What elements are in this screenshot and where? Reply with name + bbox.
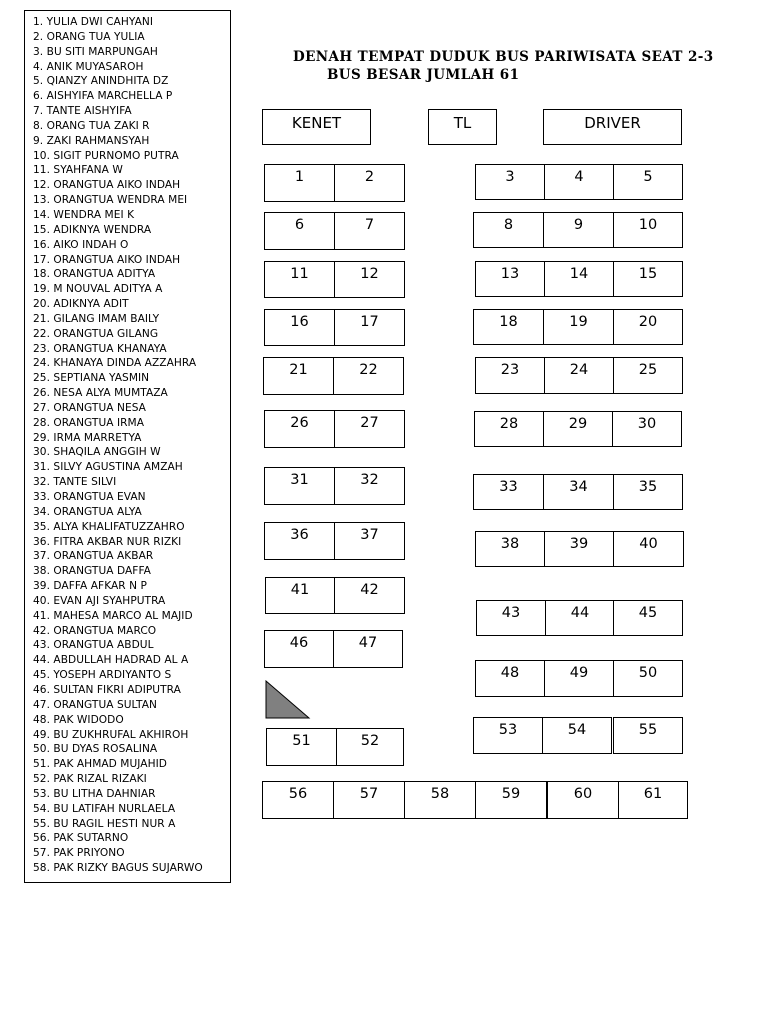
seat-box: [544, 164, 614, 200]
seat-number: 50: [638, 665, 658, 681]
seat-box: [544, 531, 614, 567]
passenger-list-item: 26. NESA ALYA MUMTAZA: [33, 387, 168, 400]
seat-number: 58: [430, 786, 450, 802]
seat-box: [334, 164, 405, 202]
seat-number: 19: [569, 314, 588, 330]
seat-box: [612, 411, 682, 447]
passenger-list-item: 17. ORANGTUA AIKO INDAH: [33, 253, 181, 266]
seat-box: [334, 212, 405, 250]
passenger-list-item: 29. IRMA MARRETYA: [33, 431, 142, 444]
seat-number: 17: [360, 314, 379, 330]
seat-number: 36: [290, 527, 309, 543]
seat-number: 59: [501, 786, 521, 802]
seat-box: [475, 531, 545, 567]
passenger-list-item: 58. PAK RIZKY BAGUS SUJARWO: [33, 862, 203, 875]
seat-box: [544, 357, 614, 394]
page-title: DENAH TEMPAT DUDUK BUS PARIWISATA SEAT 2-3: [293, 49, 714, 65]
seat-box: [264, 630, 334, 668]
passenger-list-item: 34. ORANGTUA ALYA: [33, 505, 142, 518]
seat-box: [334, 309, 405, 346]
seat-number: 57: [359, 786, 379, 802]
kenet-box-label: KENET: [291, 114, 342, 132]
seat-number: 56: [288, 786, 308, 802]
seat-box: [264, 467, 335, 505]
seat-box: [543, 474, 614, 510]
seat-box: [264, 410, 335, 448]
seat-box: [476, 600, 546, 636]
seat-number: 42: [360, 582, 379, 598]
passenger-list-item: 38. ORANGTUA DAFFA: [33, 565, 151, 578]
seat-number: 15: [638, 266, 658, 282]
passenger-list-item: 22. ORANGTUA GILANG: [33, 327, 159, 340]
seat-number: 40: [639, 536, 658, 552]
seat-box: [542, 717, 612, 754]
seat-box: [334, 467, 405, 505]
seat-box: [264, 309, 335, 346]
passenger-list-item: 21. GILANG IMAM BAILY: [33, 312, 160, 325]
passenger-list-item: 1. YULIA DWI CAHYANI: [33, 16, 154, 28]
passenger-list-item: 33. ORANGTUA EVAN: [33, 491, 146, 503]
seat-box: [333, 630, 403, 668]
seat-number: 13: [500, 266, 520, 282]
seat-box: [265, 577, 335, 614]
passenger-list-item: 15. ADIKNYA WENDRA: [33, 223, 152, 236]
passenger-list-item: 36. FITRA AKBAR NUR RIZKI: [33, 535, 182, 548]
passenger-list-item: 12. ORANGTUA AIKO INDAH: [33, 179, 181, 192]
seat-number: 44: [570, 605, 590, 621]
passenger-list-item: 47. ORANGTUA SULTAN: [33, 698, 158, 711]
passenger-list-item: 14. WENDRA MEI K: [33, 208, 135, 221]
seat-number: 25: [638, 362, 658, 378]
seat-number: 43: [501, 605, 521, 621]
passenger-list-item: 6. AISHYIFA MARCHELLA P: [33, 90, 173, 103]
passenger-list-item: 46. SULTAN FIKRI ADIPUTRA: [33, 683, 181, 696]
seat-box: [264, 212, 335, 250]
seat-number: 16: [290, 314, 309, 330]
seat-box: [264, 164, 335, 202]
seat-number: 52: [360, 733, 380, 749]
seat-box: [336, 728, 404, 766]
seat-number: 8: [503, 217, 514, 233]
passenger-list-item: 51. PAK AHMAD MUJAHID: [33, 758, 167, 771]
seat-number: 37: [360, 527, 379, 543]
seat-box: [473, 474, 544, 510]
seat-number: 38: [500, 536, 520, 552]
seat-number: 11: [290, 266, 309, 282]
passenger-list-item: 37. ORANGTUA AKBAR: [33, 550, 154, 563]
passenger-list-item: 7. TANTE AISHYIFA: [33, 105, 132, 118]
passenger-list-item: 5. QIANZY ANINDHITA DZ: [33, 75, 169, 88]
seat-box: [334, 410, 405, 448]
passenger-list-item: 48. PAK WIDODO: [33, 713, 124, 726]
seat-box: [613, 600, 683, 636]
seat-box: [333, 357, 404, 395]
seat-box: [475, 164, 545, 200]
seat-box: [613, 309, 683, 345]
seat-box: [473, 212, 544, 248]
seat-box: [547, 781, 619, 819]
passenger-list-item: 3. BU SITI MARPUNGAH: [33, 45, 158, 58]
passenger-list-item: 19. M NOUVAL ADITYA A: [33, 283, 163, 296]
passenger-list-item: 56. PAK SUTARNO: [33, 832, 129, 845]
seat-number: 51: [292, 733, 311, 749]
seat-number: 30: [637, 416, 657, 432]
passenger-list-item: 27. ORANGTUA NESA: [33, 401, 146, 414]
seat-box: [334, 261, 405, 298]
passenger-list-item: 10. SIGIT PURNOMO PUTRA: [33, 149, 179, 162]
passenger-list-item: 9. ZAKI RAHMANSYAH: [33, 134, 150, 147]
seat-number: 7: [364, 217, 375, 233]
passenger-list-item: 20. ADIKNYA ADIT: [33, 298, 129, 311]
seat-box: [333, 781, 405, 819]
seat-box: [475, 261, 545, 297]
seat-number: 6: [294, 217, 305, 233]
seat-box: [474, 411, 544, 447]
seat-box: [334, 522, 405, 560]
seat-box: [263, 357, 334, 395]
passenger-list-item: 43. ORANGTUA ABDUL: [33, 639, 154, 652]
seat-box: [613, 212, 683, 248]
seat-number: 49: [569, 665, 589, 681]
seat-box: [473, 309, 544, 345]
seat-number: 60: [573, 786, 593, 802]
seat-box: [613, 660, 683, 697]
seat-number: 33: [499, 479, 518, 495]
passenger-list-item: 24. KHANAYA DINDA AZZAHRA: [33, 357, 197, 370]
seat-box: [613, 717, 683, 754]
seat-box: [544, 261, 614, 297]
passenger-list-item: 40. EVAN AJI SYAHPUTRA: [33, 594, 166, 607]
seat-number: 20: [638, 314, 658, 330]
passenger-list-item: 23. ORANGTUA KHANAYA: [33, 342, 167, 355]
passenger-list-item: 54. BU LATIFAH NURLAELA: [33, 802, 176, 815]
seat-box: [404, 781, 476, 819]
seat-box: [545, 600, 615, 636]
door-triangle-icon: [265, 680, 311, 720]
seat-number: 53: [498, 722, 518, 738]
seat-box: [475, 357, 545, 394]
seat-number: 45: [638, 605, 658, 621]
passenger-list-item: 45. YOSEPH ARDIYANTO S: [33, 669, 172, 682]
seat-number: 14: [569, 266, 589, 282]
seat-box: [473, 717, 543, 754]
seat-box: [475, 660, 545, 697]
passenger-list-item: 39. DAFFA AFKAR N P: [33, 580, 147, 593]
passenger-list-item: 35. ALYA KHALIFATUZZAHRO: [33, 520, 185, 533]
seat-number: 21: [289, 362, 308, 378]
seat-number: 34: [569, 479, 588, 495]
seat-number: 28: [499, 416, 519, 432]
passenger-list-item: 4. ANIK MUYASAROH: [33, 60, 144, 73]
seat-box: [613, 531, 684, 567]
seat-number: 55: [638, 722, 658, 738]
seat-number: 3: [505, 169, 515, 185]
seat-number: 2: [364, 169, 375, 185]
seat-number: 32: [360, 472, 379, 488]
page-subtitle: BUS BESAR JUMLAH 61: [327, 67, 520, 83]
seat-number: 4: [574, 169, 584, 185]
seat-number: 47: [358, 635, 378, 651]
seat-number: 18: [499, 314, 518, 330]
passenger-list-item: 44. ABDULLAH HADRAD AL A: [33, 654, 189, 667]
passenger-list-item: 25. SEPTIANA YASMIN: [33, 372, 150, 385]
seat-number: 9: [573, 217, 584, 233]
passenger-list-item: 57. PAK PRIYONO: [33, 847, 125, 860]
passenger-list-item: 8. ORANG TUA ZAKI R: [33, 119, 150, 132]
seat-number: 12: [360, 266, 379, 282]
passenger-list-item: 18. ORANGTUA ADITYA: [33, 268, 156, 281]
seat-number: 61: [643, 786, 663, 802]
seat-box: [543, 212, 614, 248]
passenger-list-item: 50. BU DYAS ROSALINA: [33, 743, 158, 756]
seat-number: 5: [643, 169, 653, 185]
passenger-list-item: 55. BU RAGIL HESTI NUR A: [33, 817, 176, 830]
seat-number: 1: [294, 169, 305, 185]
seat-number: 54: [567, 722, 587, 738]
seat-box: [613, 164, 683, 200]
kenet-box: [262, 109, 371, 145]
passenger-list-item: 49. BU ZUKHRUFAL AKHIROH: [33, 728, 189, 741]
seat-box: [613, 357, 683, 394]
seat-box: [264, 522, 335, 560]
passenger-list-item: 42. ORANGTUA MARCO: [33, 624, 157, 637]
seat-number: 26: [290, 415, 309, 431]
seat-box: [266, 728, 337, 766]
passenger-list-item: 13. ORANGTUA WENDRA MEI: [33, 194, 188, 207]
passenger-list-item: 53. BU LITHA DAHNIAR: [33, 787, 156, 800]
seat-number: 22: [359, 362, 378, 378]
passenger-list-item: 52. PAK RIZAL RIZAKI: [33, 773, 147, 786]
passenger-list-item: 32. TANTE SILVI: [33, 476, 117, 489]
passenger-list-item: 30. SHAQILA ANGGIH W: [33, 446, 161, 459]
passenger-list-item: 2. ORANG TUA YULIA: [33, 30, 145, 43]
seat-number: 35: [638, 479, 658, 495]
seat-number: 23: [500, 362, 520, 378]
passenger-list-item: 28. ORANGTUA IRMA: [33, 416, 145, 429]
seat-number: 31: [290, 472, 309, 488]
seat-box: [262, 781, 334, 819]
driver-box: [543, 109, 682, 145]
seat-box: [543, 309, 614, 345]
seat-box: [544, 660, 614, 697]
seat-box: [613, 474, 683, 510]
passenger-list-item: 16. AIKO INDAH O: [33, 238, 129, 251]
seat-number: 10: [638, 217, 658, 233]
seat-number: 39: [569, 536, 589, 552]
seat-box: [475, 781, 547, 819]
seat-box: [543, 411, 613, 447]
passenger-list-item: 31. SILVY AGUSTINA AMZAH: [33, 461, 183, 474]
driver-box-label: DRIVER: [584, 114, 641, 132]
seat-number: 46: [289, 635, 309, 651]
seat-box: [618, 781, 688, 819]
seat-number: 27: [360, 415, 379, 431]
passenger-list-item: 41. MAHESA MARCO AL MAJID: [33, 609, 193, 622]
seat-number: 24: [569, 362, 589, 378]
seat-number: 41: [290, 582, 310, 598]
seat-number: 29: [568, 416, 588, 432]
passenger-list: [24, 10, 231, 883]
seat-number: 48: [500, 665, 520, 681]
tl-box: [428, 109, 497, 145]
seat-box: [334, 577, 405, 614]
passenger-list-item: 11. SYAHFANA W: [33, 164, 123, 177]
seat-box: [613, 261, 683, 297]
tl-box-label: TL: [453, 114, 472, 132]
seat-box: [264, 261, 335, 298]
